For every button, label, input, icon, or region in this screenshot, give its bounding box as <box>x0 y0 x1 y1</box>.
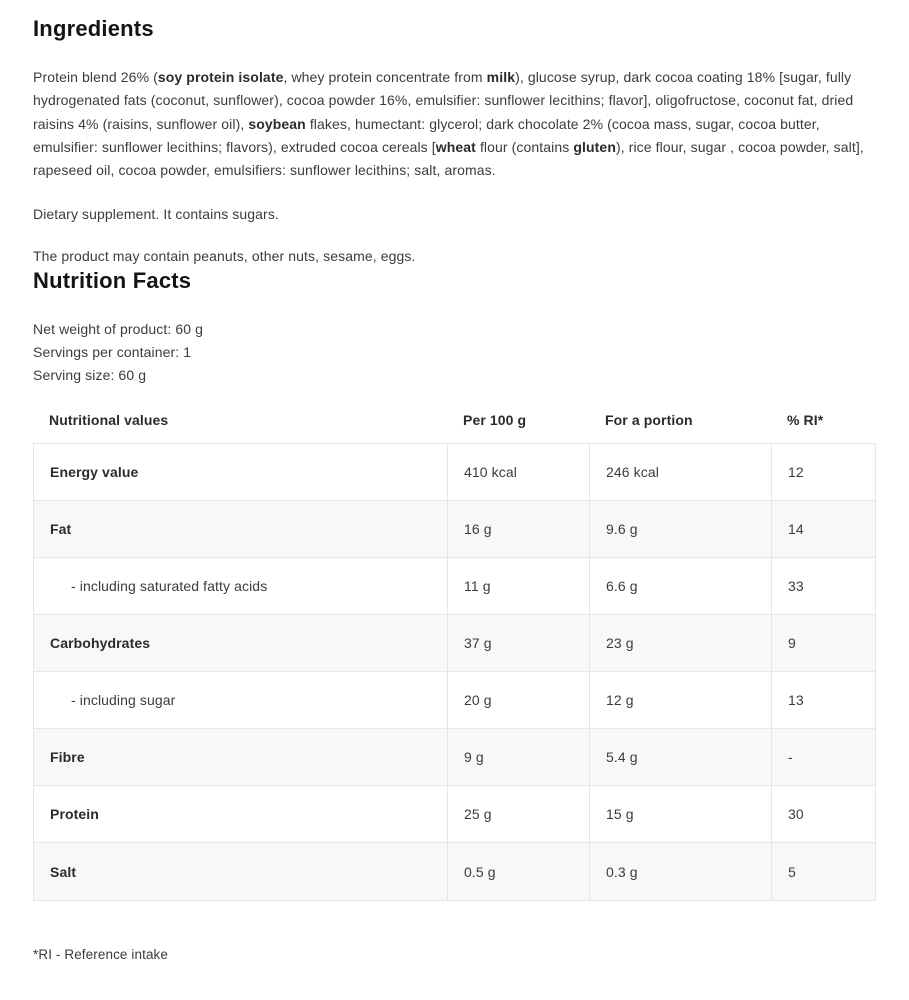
header-per-100g: Per 100 g <box>463 412 527 429</box>
ri-percent-value: 9 <box>788 635 796 652</box>
nutrition-table-body <box>33 443 876 901</box>
header-for-a-portion: For a portion <box>605 412 693 429</box>
nutrition-table <box>33 412 876 901</box>
table-row <box>34 729 875 786</box>
row-label: Energy value <box>34 444 448 500</box>
ri-percent-value: 14 <box>788 521 804 538</box>
ri-percent-value: 5 <box>788 863 796 880</box>
allergen-bold-text: wheat <box>435 138 476 155</box>
table-row <box>34 786 875 843</box>
ingredient-text: flakes, humectant: glycerol; dark chocolate 2% (cocoa mass, sugar, cocoa butter, emulsifier: sunflower lecithins; flavors), extruded cocoa cereals [ <box>33 115 820 155</box>
per-100g-value: 37 g <box>448 615 590 671</box>
ingredient-text: ), rice flour, sugar , cocoa powder, salt], rapeseed oil, cocoa powder, emulsifiers: sunflower lecithins; salt, aromas. <box>33 138 864 179</box>
allergen-bold-text: soybean <box>248 115 306 132</box>
ingredients-description <box>33 66 876 182</box>
row-label: Fibre <box>34 729 448 785</box>
per-portion-value: 12 g <box>590 672 772 728</box>
per-portion-value: 246 kcal <box>590 444 772 500</box>
per-100g-value: 0.5 g <box>448 843 590 900</box>
serving-info <box>33 318 876 387</box>
allergen-bold-text: soy protein isolate <box>157 69 284 85</box>
row-label: Carbohydrates <box>34 615 448 671</box>
net-weight-line: Net weight of product: 60 g <box>33 321 204 338</box>
table-row <box>34 672 875 729</box>
nutrition-facts-title: Nutrition Facts <box>33 268 192 294</box>
per-portion-value: 15 g <box>590 786 772 842</box>
table-row <box>34 501 875 558</box>
serving-size-line: Serving size: 60 g <box>33 367 147 384</box>
table-row <box>34 444 875 501</box>
per-100g-value: 11 g <box>448 558 590 614</box>
per-portion-value: 0.3 g <box>590 843 772 900</box>
per-portion-value: 5.4 g <box>590 729 772 785</box>
row-label: Protein <box>34 786 448 842</box>
table-row <box>34 615 875 672</box>
per-portion-value: 6.6 g <box>590 558 772 614</box>
ingredient-text: ), glucose syrup, dark cocoa coating 18% [sugar, fully hydrogenated fats (coconut, sunflower), cocoa powder 16%, emulsifier: sunflower lecithins; flavor], oligofructose, coconut fat, dried raisins 4% (raisins, sunflower oil), <box>33 69 854 132</box>
ingredients-title: Ingredients <box>33 16 154 41</box>
per-100g-value: 410 kcal <box>448 444 590 500</box>
per-100g-value: 16 g <box>448 501 590 557</box>
ri-percent-value: 12 <box>788 464 804 481</box>
nutrition-facts-section <box>33 268 876 962</box>
header-ri-percent: % RI* <box>787 412 824 429</box>
table-row <box>34 843 875 900</box>
ri-percent-value: 13 <box>788 692 804 709</box>
row-label: - including saturated fatty acids <box>34 558 448 614</box>
row-label: Salt <box>34 843 448 900</box>
per-portion-value: 23 g <box>590 615 772 671</box>
ri-percent-value: 30 <box>788 806 804 823</box>
per-100g-value: 9 g <box>448 729 590 785</box>
allergen-bold-text: gluten <box>573 138 616 155</box>
ri-percent-value: - <box>788 749 793 766</box>
ri-footnote: *RI - Reference intake <box>33 947 169 963</box>
ri-percent-value: 33 <box>788 578 804 595</box>
nutrition-table-header <box>33 412 876 428</box>
allergen-bold-text: milk <box>486 69 516 85</box>
per-100g-value: 25 g <box>448 786 590 842</box>
per-100g-value: 20 g <box>448 672 590 728</box>
row-label: Fat <box>34 501 448 557</box>
header-nutritional-values: Nutritional values <box>49 412 169 429</box>
servings-line: Servings per container: 1 <box>33 344 192 361</box>
table-row <box>34 558 875 615</box>
row-label: - including sugar <box>34 672 448 728</box>
dietary-supplement-note: Dietary supplement. It contains sugars. <box>33 206 279 223</box>
ingredient-text: , whey protein concentrate from <box>283 69 487 85</box>
allergen-note: The product may contain peanuts, other nuts, sesame, eggs. <box>33 248 416 265</box>
ingredient-text: flour (contains <box>475 138 574 155</box>
per-portion-value: 9.6 g <box>590 501 772 557</box>
ingredient-text: Protein blend 26% ( <box>33 69 158 85</box>
ingredients-section <box>33 16 876 268</box>
